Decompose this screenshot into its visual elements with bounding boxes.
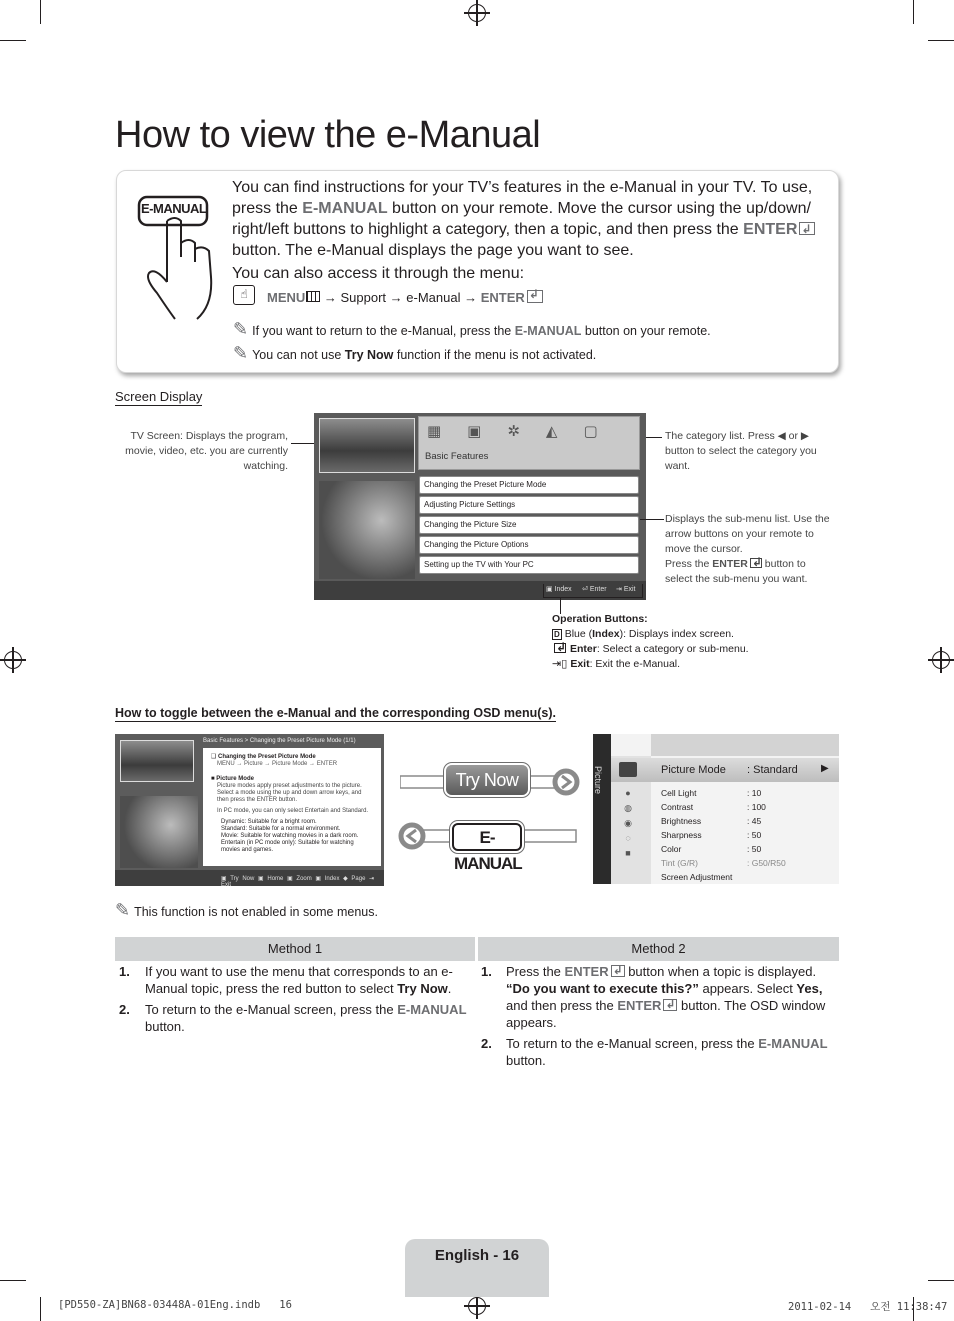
try-now-key[interactable]: ▣ Try Now bbox=[221, 876, 255, 882]
tv-screen-callout: TV Screen: Displays the program, movie, video, etc. you are currently watching. bbox=[125, 430, 288, 472]
osd-row[interactable]: Sharpness : 50 bbox=[661, 830, 762, 840]
emanual-breadcrumb: Basic Features > Changing the Preset Picture Mode (1/1) bbox=[203, 738, 356, 744]
emanual-screen bbox=[115, 734, 384, 886]
toggle-heading: How to toggle between the e-Manual and the corresponding OSD menu(s). bbox=[115, 706, 556, 720]
tv-screen-mockup bbox=[314, 413, 646, 600]
registration-mark-icon bbox=[468, 1297, 486, 1315]
print-slug-left: [PD550-ZA]BN68-03448A-01Eng.indb 16 bbox=[58, 1299, 292, 1311]
osd-row[interactable]: Brightness : 45 bbox=[661, 816, 762, 826]
intro-paragraph-2: You can also access it through the menu: bbox=[232, 265, 525, 282]
note-pencil-icon: ✎ bbox=[115, 900, 131, 920]
crop-mark bbox=[928, 1280, 954, 1281]
osd-side-strip bbox=[593, 734, 611, 884]
registration-mark-icon bbox=[932, 651, 950, 669]
callout-line bbox=[640, 519, 664, 520]
submenu-list bbox=[419, 476, 639, 576]
menu-icon bbox=[306, 291, 320, 302]
method-2-step-1: 1. Press the ENTER↲ button when a topic is displayed. “Do you want to execute this?” appears. Select Yes, and then press the ENTER↲ button. The OSD window appears. bbox=[481, 963, 837, 1031]
registration-mark-icon bbox=[4, 651, 22, 669]
osd-row[interactable]: Contrast : 100 bbox=[661, 802, 766, 812]
registration-mark-icon bbox=[468, 4, 486, 22]
zoom-key[interactable]: ▣ Zoom bbox=[287, 876, 312, 882]
emanual-content-panel: ❑ Changing the Preset Picture Mode MENU → Picture → Picture Mode → ENTER ■ Picture Mode Picture modes apply preset adjustments to the picture. Select a mode using the up and down arrow keys, and then press the ENTER button. In PC mode, you can only select Entertain and Standard. Dynamic: Suitable for a bright room. Standard: Suitable for a normal environment. Movie: Suitable for watching movies in a dark room. Entertain (in PC mode only): Suitable for watching movies and games. bbox=[203, 748, 381, 866]
category-label: Basic Features bbox=[425, 451, 489, 462]
e-manual-keyword: E-MANUAL bbox=[302, 200, 388, 217]
crop-mark bbox=[0, 1280, 26, 1281]
method-1-step-2: 2. To return to the e-Manual screen, press the E-MANUAL button. bbox=[119, 1002, 467, 1034]
osd-row[interactable]: Color : 50 bbox=[661, 844, 762, 854]
category-callout: The category list. Press ◀ or ▶ button to select the category you want. bbox=[665, 430, 817, 472]
osd-menu bbox=[593, 734, 839, 884]
method-2-header: Method 2 bbox=[478, 937, 839, 961]
osd-menu-icons: ● ◍ ◉ ◌ ■ bbox=[624, 788, 632, 858]
tv-program-thumbnail bbox=[120, 740, 194, 782]
enter-keyword: ENTER bbox=[743, 221, 798, 238]
crop-mark bbox=[40, 1297, 41, 1321]
tv-program-thumbnail bbox=[319, 418, 415, 473]
note-1: ✎ If you want to return to the e-Manual, press the E-MANUAL button on your remote. bbox=[233, 319, 711, 339]
operation-buttons-legend: Operation Buttons: D Blue (Index): Displays index screen. ↲Enter: Select a category or sub-menu. ⇥▯ Exit: Exit the e-Manual. bbox=[552, 612, 749, 672]
e-manual-button[interactable]: E-MANUAL bbox=[452, 823, 522, 851]
print-slug-right: 2011-02-14 오전 11:38:47 bbox=[788, 1301, 948, 1313]
osd-header-value: : Standard bbox=[747, 764, 798, 776]
chevron-right-icon[interactable]: ▶ bbox=[821, 763, 829, 774]
screen-display-heading: Screen Display bbox=[115, 389, 203, 404]
osd-row[interactable]: Cell Light : 10 bbox=[661, 788, 762, 798]
submenu-item[interactable]: Changing the Picture Size bbox=[419, 516, 639, 534]
e-manual-button-label: E-MANUAL bbox=[141, 201, 207, 216]
osd-row[interactable]: Tint (G/R) : G50/R50 bbox=[661, 858, 786, 868]
enter-button[interactable]: ⏎ Enter bbox=[582, 586, 607, 593]
picture-icon bbox=[619, 762, 637, 777]
crop-mark bbox=[0, 40, 26, 41]
enter-icon bbox=[611, 965, 625, 977]
home-key[interactable]: ▣ Home bbox=[258, 876, 284, 882]
note-pencil-icon: ✎ bbox=[233, 319, 249, 339]
category-icons[interactable]: ▦▣✲◭▢ bbox=[427, 423, 624, 440]
page-title: How to view the e-Manual bbox=[115, 114, 541, 156]
callout-bracket bbox=[543, 584, 643, 598]
exit-icon: ⇥▯ bbox=[552, 658, 571, 670]
osd-header-label: Picture Mode bbox=[661, 764, 726, 776]
intro-paragraph: You can find instructions for your TV’s features in the e-Manual in your TV. To use, press the E-MANUAL button on your remote. Move the cursor using the up/down/ right/left buttons to highlight a category, then a topic, and then press the ENTER↲ button. The e-Manual displays the page you want to see. bbox=[232, 177, 837, 261]
menu-path: MENU → Support → e-Manual → ENTER↲ bbox=[267, 290, 543, 305]
intro-box bbox=[116, 170, 839, 373]
tv-graphic bbox=[120, 796, 198, 868]
crop-mark bbox=[928, 40, 954, 41]
osd-top-bar bbox=[651, 734, 839, 756]
submenu-item[interactable]: Changing the Picture Options bbox=[419, 536, 639, 554]
submenu-item[interactable]: Changing the Preset Picture Mode bbox=[419, 476, 639, 494]
crop-mark bbox=[913, 0, 914, 24]
index-key[interactable]: ▣ Index bbox=[315, 876, 340, 882]
osd-selected-row[interactable] bbox=[611, 758, 839, 782]
enter-icon bbox=[663, 999, 677, 1011]
method-1-step-1: 1. If you want to use the menu that corresponds to an e-Manual topic, press the red button to select Try Now. bbox=[119, 964, 453, 996]
submenu-item[interactable]: Setting up the TV with Your PC bbox=[419, 556, 639, 574]
exit-key[interactable]: ⇥ Exit bbox=[221, 876, 375, 886]
exit-button[interactable]: ⇥ Exit bbox=[616, 586, 636, 593]
index-key-icon: D bbox=[554, 630, 560, 639]
enter-icon bbox=[750, 558, 762, 568]
menu-hand-icon: ☝ bbox=[233, 285, 255, 305]
page-number-badge: English - 16 bbox=[405, 1239, 549, 1297]
page-key[interactable]: ◆ Page bbox=[343, 876, 366, 882]
method-1-header: Method 1 bbox=[115, 937, 475, 961]
osd-rows bbox=[661, 786, 831, 884]
submenu-item[interactable]: Adjusting Picture Settings bbox=[419, 496, 639, 514]
submenu-callout: Displays the sub-menu list. Use the arrow buttons on your remote to move the cursor. Press the ENTER↲ button to select the sub-menu you want. bbox=[665, 512, 835, 587]
callout-line bbox=[646, 437, 662, 438]
osd-side-label: Picture bbox=[593, 766, 603, 795]
enter-icon bbox=[799, 222, 815, 235]
enter-icon bbox=[527, 290, 543, 303]
index-button[interactable]: ▣ Index bbox=[546, 586, 572, 593]
note-2: ✎ You can not use Try Now function if the menu is not activated. bbox=[233, 343, 597, 363]
emanual-bottom-bar bbox=[115, 870, 384, 886]
crop-mark bbox=[40, 0, 41, 24]
method-2-step-2: 2. To return to the e-Manual screen, press the E-MANUAL button. bbox=[481, 1036, 828, 1068]
tv-graphic bbox=[319, 481, 415, 579]
category-panel bbox=[418, 416, 640, 470]
note-pencil-icon: ✎ bbox=[233, 343, 249, 363]
osd-row[interactable]: Screen Adjustment bbox=[661, 872, 733, 882]
try-now-button[interactable]: Try Now bbox=[446, 765, 528, 795]
enter-icon bbox=[554, 643, 566, 653]
toggle-note: ✎ This function is not enabled in some menus. bbox=[115, 900, 378, 920]
